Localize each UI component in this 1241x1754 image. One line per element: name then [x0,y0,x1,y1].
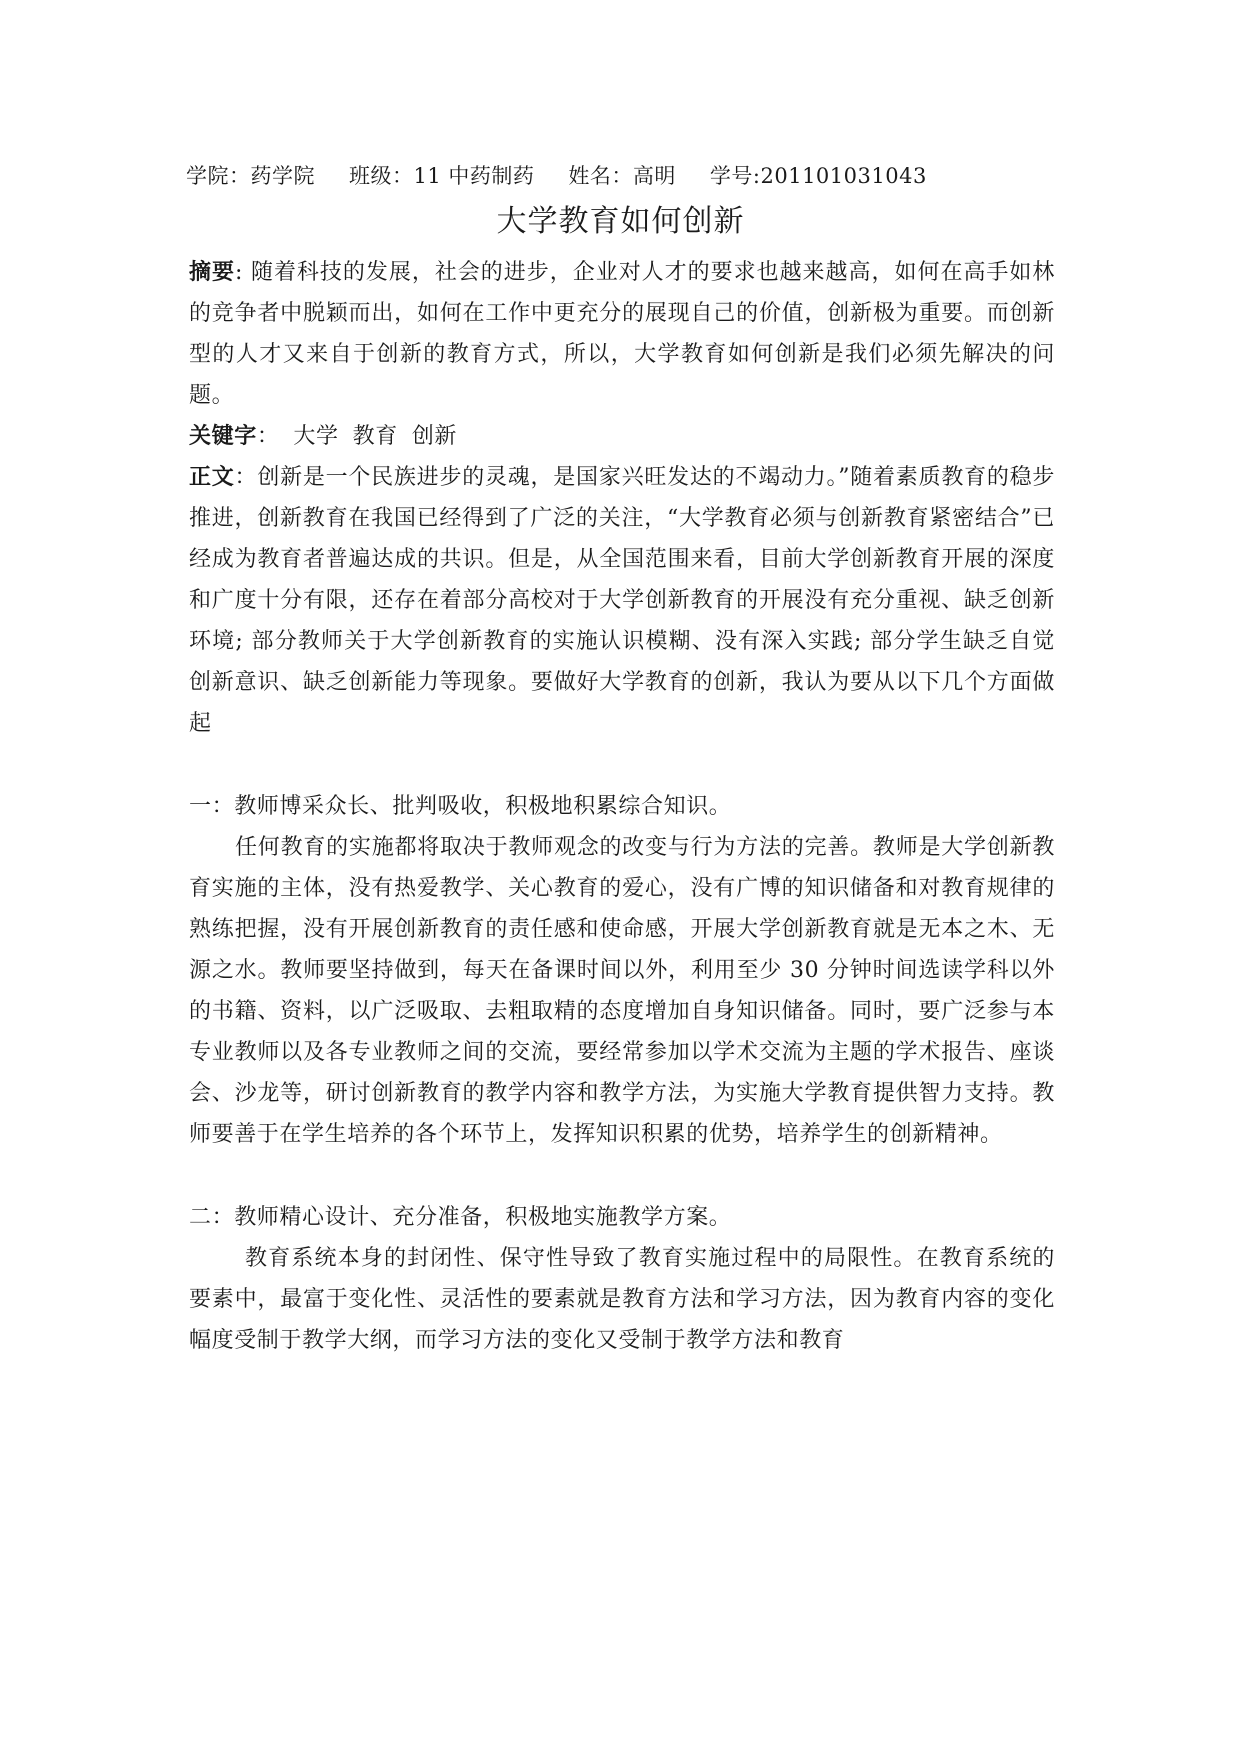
keyword-item: 大学 [293,424,339,449]
keywords-label: 关键字 [189,424,257,449]
section2-heading: 二：教师精心设计、充分准备，积极地实施教学方案。 [189,1205,732,1230]
keywords-paragraph [189,416,1055,457]
document-content [189,252,1055,1361]
section1-heading: 一：教师博采众长、批判吸收，积极地积累综合知识。 [189,794,732,819]
keywords-separator: ： [256,424,280,449]
section-spacer [189,744,1055,786]
keyword-item: 创新 [411,424,458,449]
keyword-item: 教育 [352,424,398,449]
name-field: 姓名：高明 [568,164,676,188]
abstract-paragraph [189,252,1055,416]
abstract-label: 摘要 [189,260,235,285]
student-info-line [186,161,1086,191]
section2-paragraph: 教育系统本身的封闭性、保守性导致了教育实施过程中的局限性。在教育系统的要素中，最富于变化性、灵活性的要素就是教育方法和学习方法，因为教育内容的变化幅度受制于教学大纲，而学习方法的变化又受制于教学方法和教育 [189,1246,1055,1353]
body-text: ：创新是一个民族进步的灵魂，是国家兴旺发达的不竭动力。”随着素质教育的稳步推进，创新教育在我国已经得到了广泛的关注，“大学教育必须与创新教育紧密结合”已经成为教育者普遍达成的共识。但是，从全国范围来看，目前大学创新教育开展的深度和广度十分有限，还存在着部分高校对于大学创新教育的开展没有充分重视、缺乏创新环境; 部分教师关于大学创新教育的实施认识模糊、没有深入实践; 部分学生缺乏自觉创新意识、缺乏创新能力等现象。要做好大学教育的创新，我认为要从以下几个方面做起 [189,465,1056,736]
section1-paragraph: 任何教育的实施都将取决于教师观念的改变与行为方法的完善。教师是大学创新教育实施的主体，没有热爱教学、关心教育的爱心，没有广博的知识储备和对教育规律的熟练把握，没有开展创新教育的责任感和使命感，开展大学创新教育就是无本之木、无源之水。教师要坚持做到，每天在备课时间以外，利用至少 30 分钟时间选读学科以外的书籍、资料，以广泛吸取、去粗取精的态度增加自身知识储备。同时，要广泛参与本专业教师以及各专业教师之间的交流，要经常参加以学术交流为主题的学术报告、座谈会、沙龙等，研讨创新教育的教学内容和教学方法，为实施大学教育提供智力支持。教师要善于在学生培养的各个环节上，发挥知识积累的优势，培养学生的创新精神。 [189,835,1055,1147]
class-field: 班级：11 中药制药 [349,164,535,188]
document-title: 大学教育如何创新 [496,204,745,239]
body-paragraph [189,457,1055,744]
college-field: 学院：药学院 [186,164,315,188]
student-id-field: 学号:201101031043 [709,164,927,188]
section-spacer [189,1155,1055,1197]
abstract-text: : 随着科技的发展，社会的进步，企业对人才的要求也越来越高，如何在高手如林的竞争者中脱颖而出，如何在工作中更充分的展现自己的价值，创新极为重要。而创新型的人才又来自于创新的教育方式，所以，大学教育如何创新是我们必须先解决的问题。 [189,260,1055,408]
body-label: 正文 [189,465,235,490]
